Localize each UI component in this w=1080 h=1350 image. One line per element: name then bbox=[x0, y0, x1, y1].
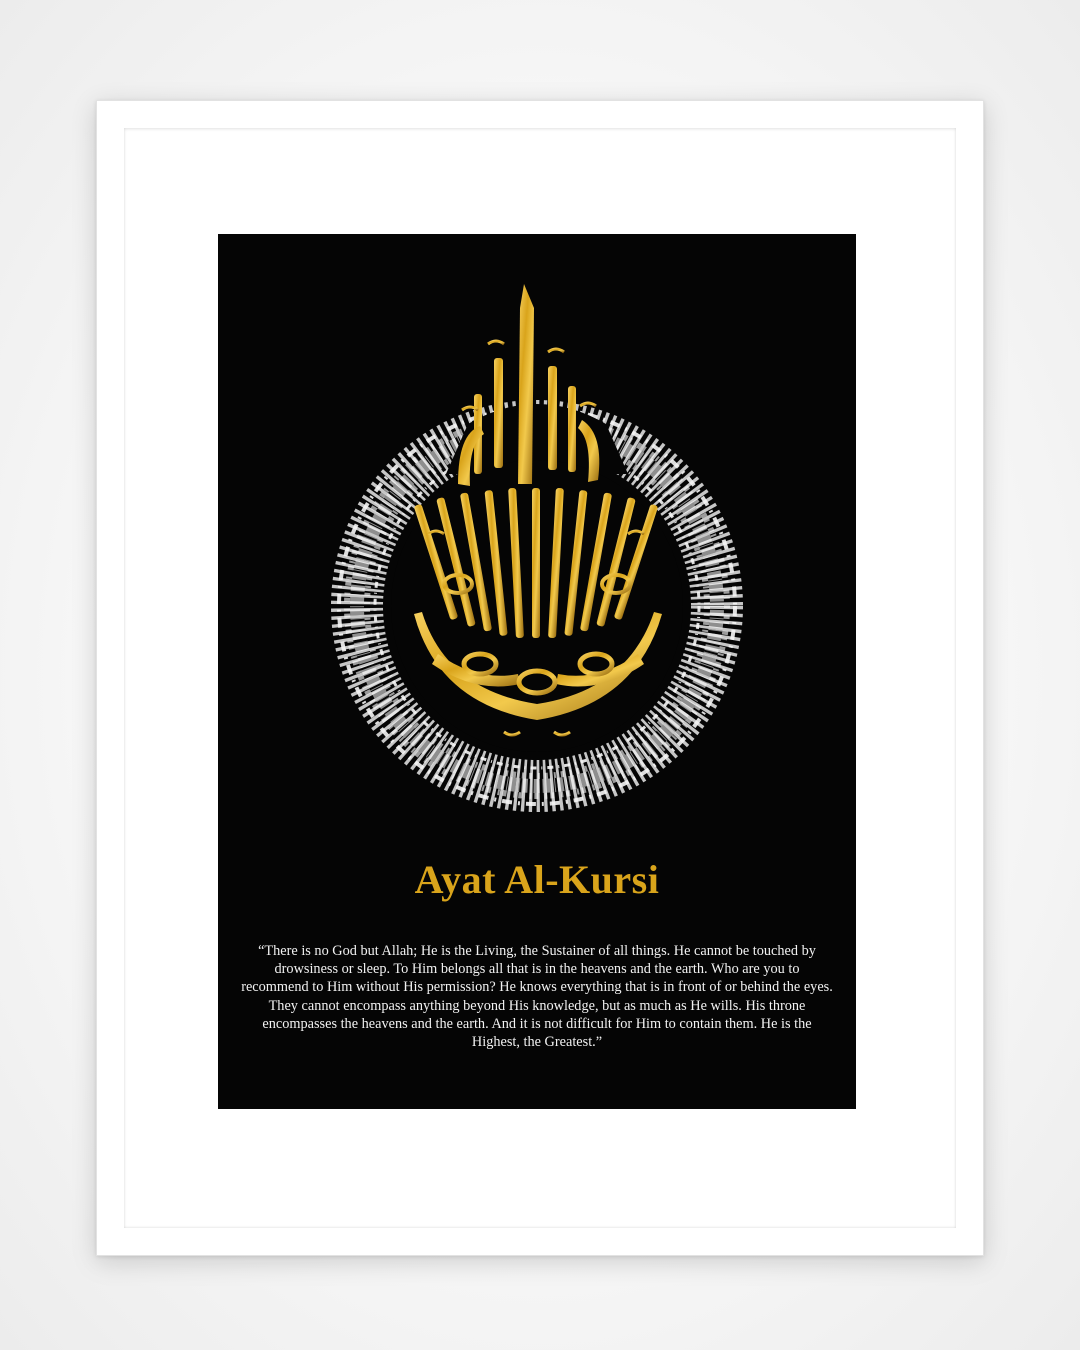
art-print bbox=[218, 234, 856, 1109]
artwork-translation: “There is no God but Allah; He is the Living, the Sustainer of all things. He cannot be touched by drowsiness or sleep. To Him belongs all that is in the heavens and the earth. Who are you to recommend to Him without His permission? He knows everything that is in front of or behind the eyes. They cannot encompass anything beyond His knowledge, but as much as He wills. His throne encompasses the heavens and the earth. And it is not difficult for Him to contain them. He is the Highest, the Greatest.” bbox=[241, 943, 833, 1051]
artwork-title: Ayat Al-Kursi bbox=[414, 857, 660, 902]
calligraphy-artwork bbox=[218, 234, 856, 874]
